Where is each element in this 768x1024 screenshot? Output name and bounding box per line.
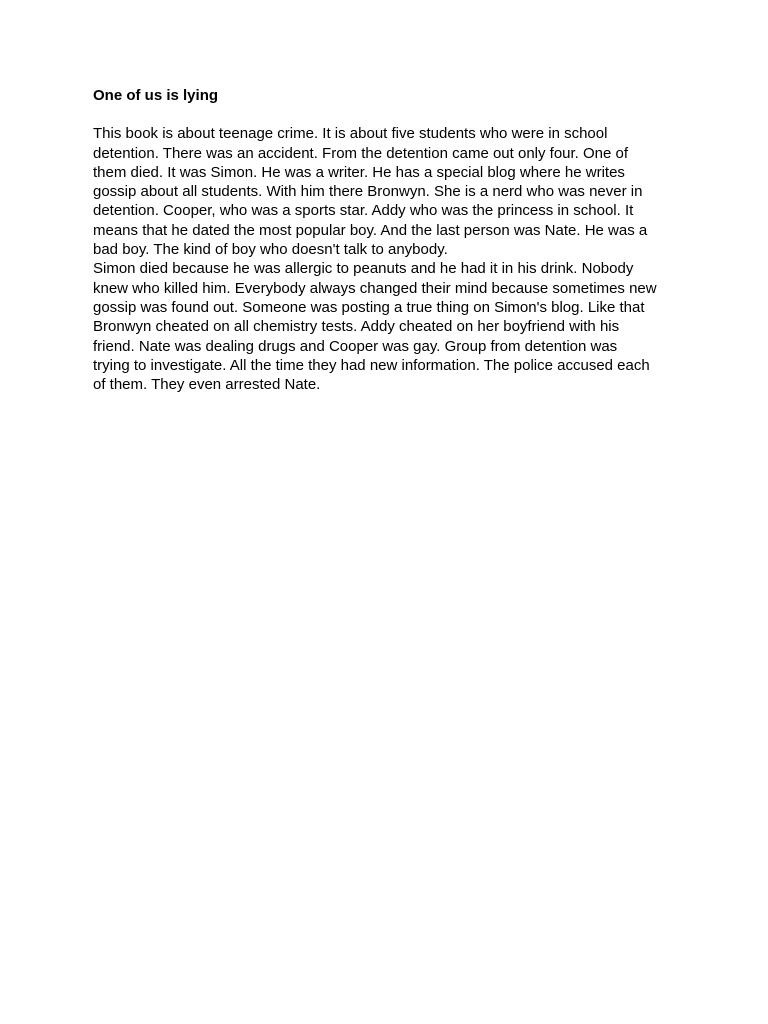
paragraph-line: This book is about teenage crime. It is about five students who were in school xyxy=(93,125,608,143)
paragraph-line: knew who killed him. Everybody always changed their mind because sometimes new xyxy=(93,279,657,297)
paragraph-line: trying to investigate. All the time they had new information. The police accused each xyxy=(93,356,650,374)
paragraph-line: Bronwyn cheated on all chemistry tests. Addy cheated on her boyfriend with his xyxy=(93,318,620,336)
document-body xyxy=(93,86,679,394)
paragraph-line: Simon died because he was allergic to peanuts and he had it in his drink. Nobody xyxy=(93,260,634,278)
paragraph-line: friend. Nate was dealing drugs and Cooper was gay. Group from detention was xyxy=(93,337,618,355)
paragraph-line: them died. It was Simon. He was a writer. He has a special blog where he writes xyxy=(93,163,625,181)
paragraph-line: means that he dated the most popular boy. And the last person was Nate. He was a xyxy=(93,221,648,239)
paragraph-line: detention. There was an accident. From the detention came out only four. One of xyxy=(93,144,629,162)
paragraph-line: gossip was found out. Someone was posting a true thing on Simon's blog. Like that xyxy=(93,298,645,316)
paragraph-line: of them. They even arrested Nate. xyxy=(93,376,321,394)
paragraph-line: bad boy. The kind of boy who doesn't talk to anybody. xyxy=(93,241,448,259)
paragraph-2 xyxy=(93,259,679,394)
document-title: One of us is lying xyxy=(93,87,219,104)
paragraph-1 xyxy=(93,124,679,259)
paragraph-line: gossip about all students. With him there Bronwyn. She is a nerd who was never in xyxy=(93,183,643,201)
paragraph-line: detention. Cooper, who was a sports star. Addy who was the princess in school. It xyxy=(93,202,634,220)
